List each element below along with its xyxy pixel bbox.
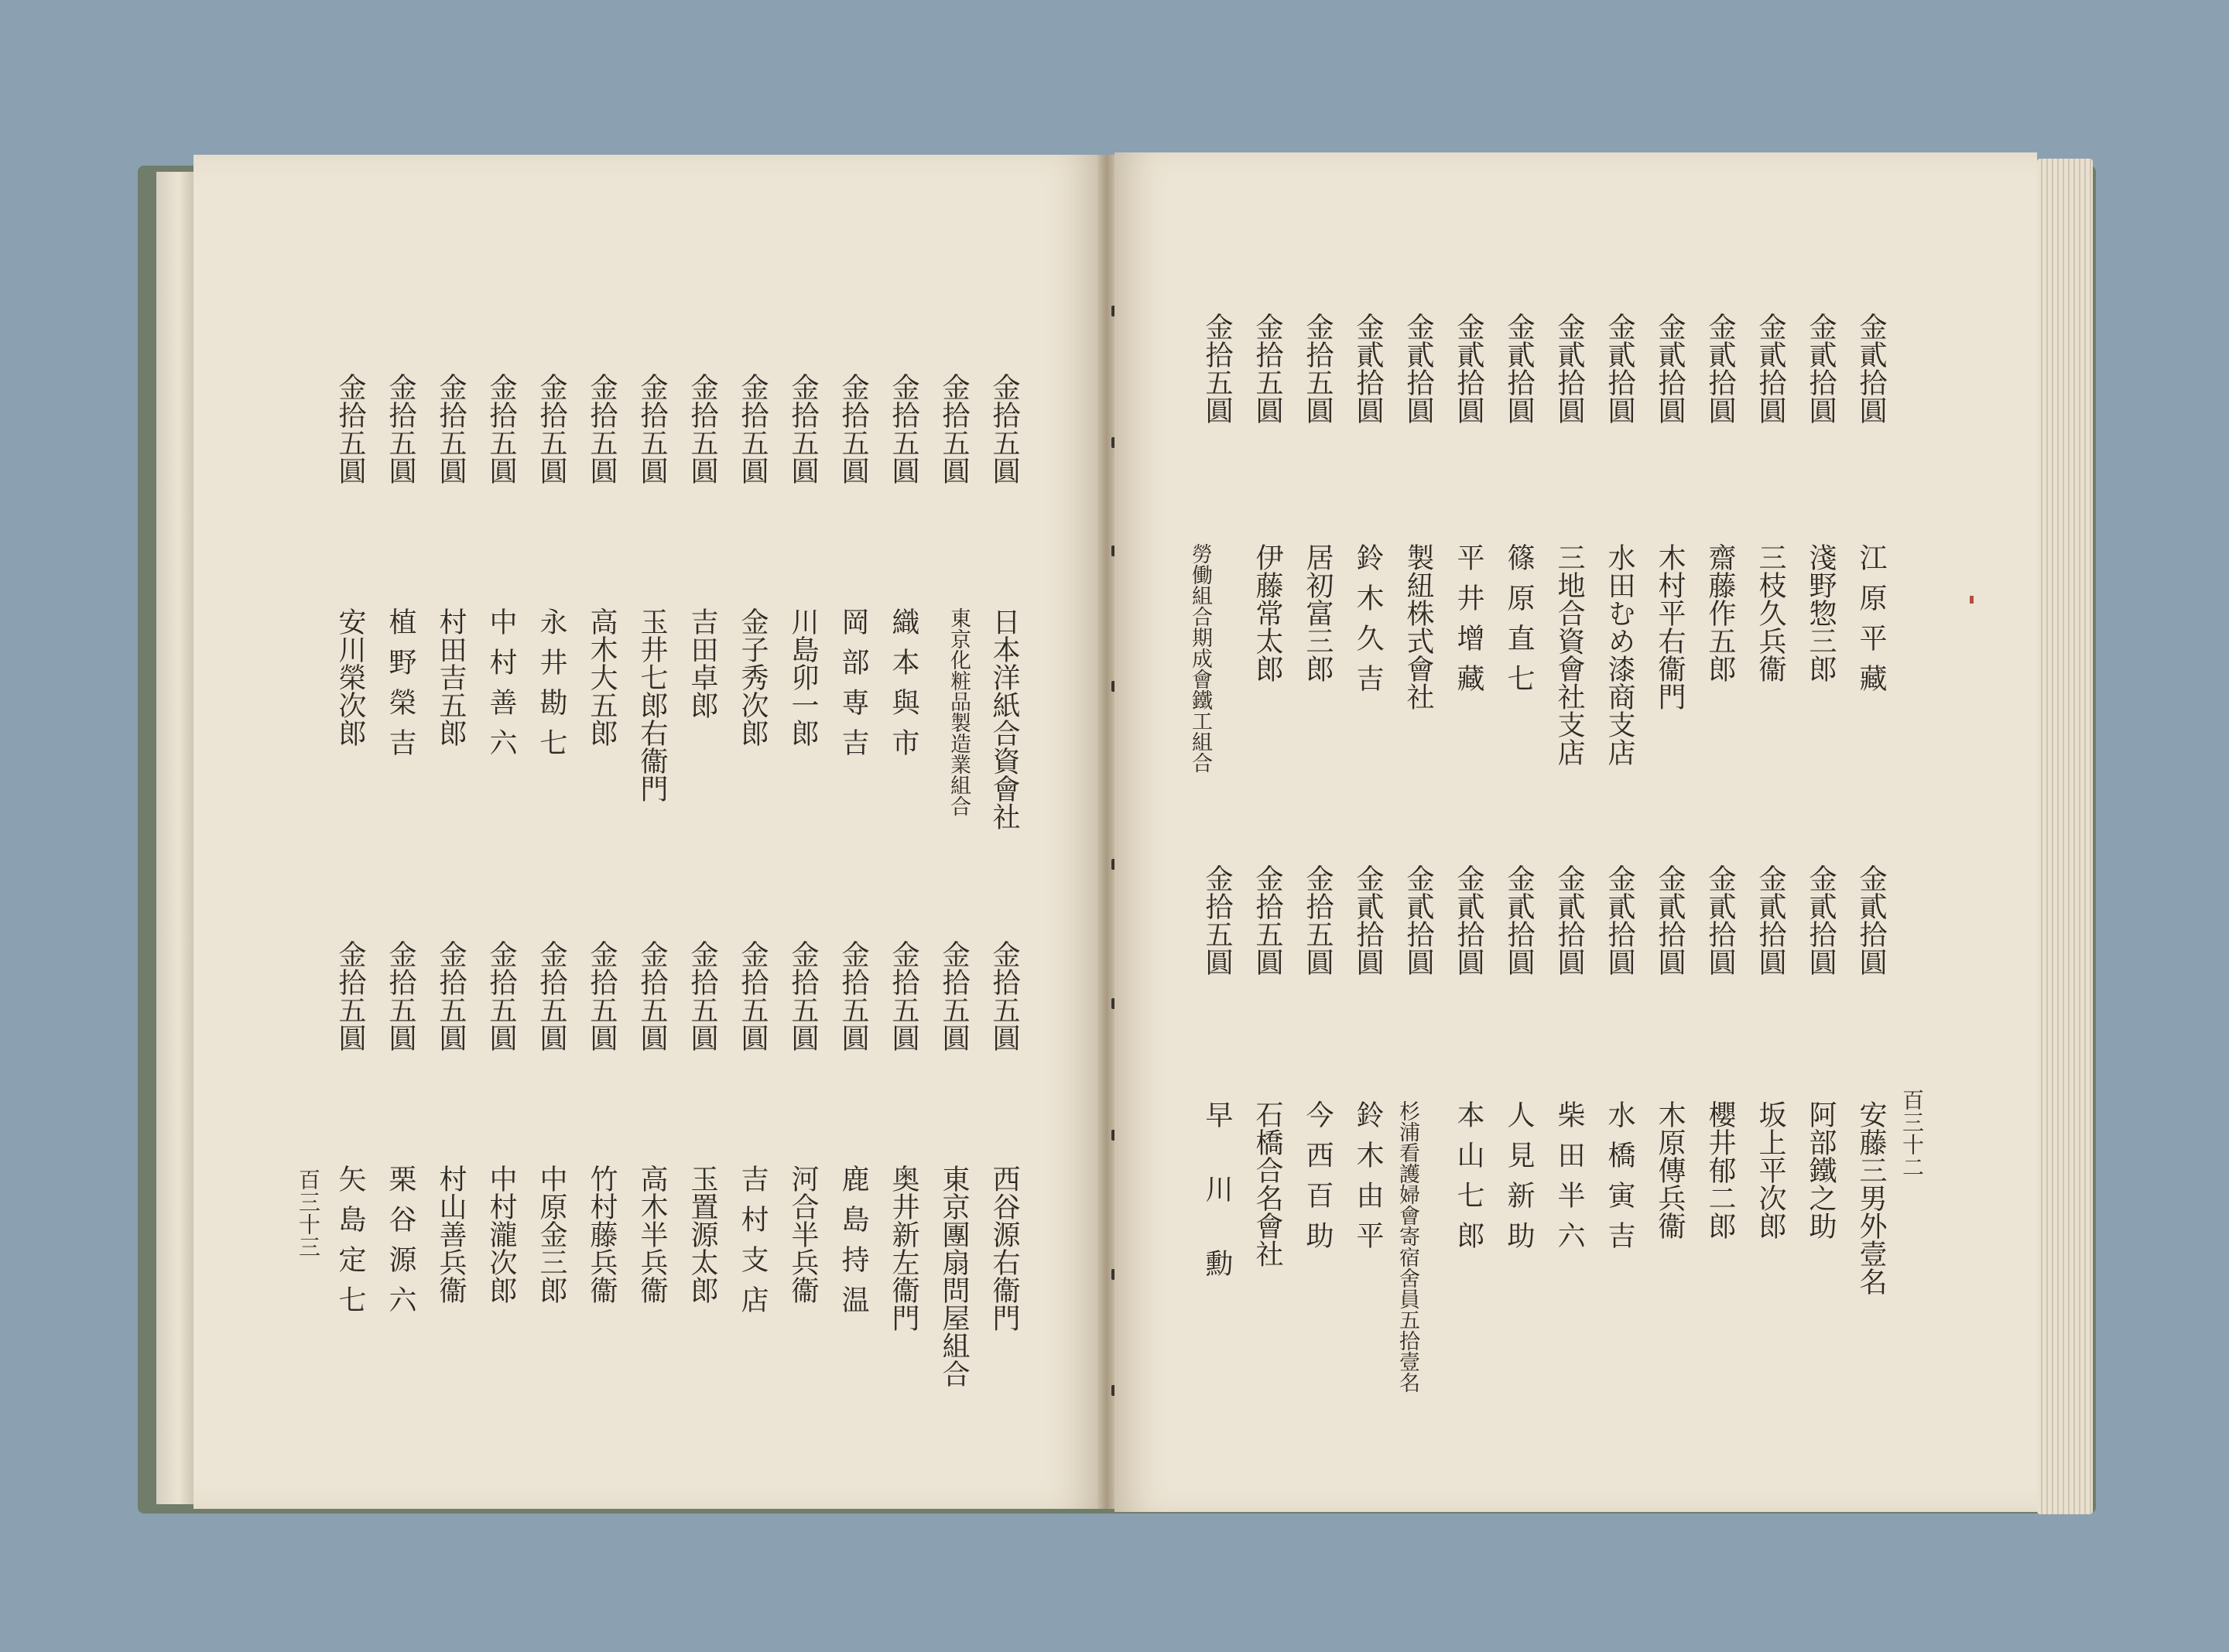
donor-name: 矢島定七	[334, 1165, 366, 1325]
amount-label: 金貳拾圓	[1704, 864, 1736, 976]
amount-label: 金拾五圓	[837, 940, 869, 1052]
donor-name: 中村瀧次郎	[485, 1165, 517, 1304]
donor-name: 岡部専吉	[837, 607, 869, 768]
amount-label: 金拾五圓	[435, 940, 467, 1052]
donor-name: 水橋寅吉	[1604, 1100, 1635, 1261]
donor-name: 柴田半六	[1553, 1100, 1585, 1261]
donor-name: 坂上平次郎	[1755, 1100, 1786, 1240]
donor-name: 東京化粧品製造業組合	[947, 607, 971, 816]
amount-label: 金拾五圓	[1201, 313, 1233, 424]
amount-label: 金拾五圓	[334, 940, 366, 1052]
amount-label: 金貳拾圓	[1654, 313, 1686, 424]
amount-label: 金拾五圓	[485, 940, 517, 1052]
donor-name: 奥井新左衞門	[888, 1165, 919, 1332]
amount-label: 金貳拾圓	[1755, 864, 1786, 976]
donor-name: 今西百助	[1302, 1100, 1334, 1261]
amount-label: 金拾五圓	[687, 940, 718, 1052]
right-page	[1114, 152, 2037, 1512]
page-number: 百三十二	[1899, 1089, 1925, 1178]
donor-name: 櫻井郁二郎	[1704, 1100, 1736, 1240]
donor-name: 安川榮次郎	[334, 607, 366, 747]
donor-name: 竹村藤兵衞	[586, 1165, 618, 1304]
donor-name: 木村平右衞門	[1654, 543, 1686, 710]
donor-name: 植野榮吉	[385, 607, 416, 768]
donor-name: 阿部鐵之助	[1805, 1100, 1837, 1240]
donor-name: 中原金三郎	[536, 1165, 567, 1304]
amount-label: 金貳拾圓	[1604, 313, 1635, 424]
amount-label: 金拾五圓	[1201, 864, 1233, 976]
donor-name: 鈴木由平	[1352, 1100, 1384, 1261]
donor-name: 高木半兵衞	[636, 1165, 668, 1304]
amount-label: 金拾五圓	[938, 940, 970, 1052]
amount-label: 金貳拾圓	[1704, 313, 1736, 424]
amount-label: 金貳拾圓	[1805, 313, 1837, 424]
amount-label: 金貳拾圓	[1654, 864, 1686, 976]
donor-name: 杉浦看護婦會寄宿舍員五拾壹名	[1395, 1100, 1419, 1393]
amount-label: 金拾五圓	[737, 373, 769, 484]
donor-name: 吉田卓郎	[687, 607, 718, 719]
donor-name: 木原傳兵衞	[1654, 1100, 1686, 1240]
book-gutter	[1097, 155, 1116, 1509]
amount-label: 金拾五圓	[787, 373, 819, 484]
amount-label: 金拾五圓	[435, 373, 467, 484]
page-edges-right	[2037, 159, 2093, 1514]
donor-name: 西谷源右衞門	[988, 1165, 1020, 1332]
donor-name: 玉井七郎右衞門	[636, 607, 668, 802]
amount-label: 金貳拾圓	[1503, 313, 1535, 424]
donor-name: 安藤三男外壹名	[1855, 1100, 1887, 1295]
donor-name: 平井增藏	[1453, 543, 1484, 704]
amount-label: 金拾五圓	[938, 373, 970, 484]
donor-name: 早川勳	[1201, 1100, 1233, 1323]
amount-label: 金拾五圓	[1251, 864, 1283, 976]
donor-name: 河合半兵衞	[787, 1165, 819, 1304]
amount-label: 金拾五圓	[586, 373, 618, 484]
red-ink-mark	[1970, 596, 1974, 604]
amount-label: 金拾五圓	[888, 940, 919, 1052]
donor-name: 淺野惣三郎	[1805, 543, 1837, 682]
amount-label: 金拾五圓	[586, 940, 618, 1052]
amount-label: 金貳拾圓	[1553, 313, 1585, 424]
donor-name: 篠原直七	[1503, 543, 1535, 704]
amount-label: 金拾五圓	[687, 373, 718, 484]
amount-label: 金拾五圓	[988, 940, 1020, 1052]
amount-label: 金拾五圓	[636, 373, 668, 484]
amount-label: 金拾五圓	[837, 373, 869, 484]
amount-label: 金拾五圓	[888, 373, 919, 484]
amount-label: 金貳拾圓	[1402, 313, 1434, 424]
amount-label: 金貳拾圓	[1352, 864, 1384, 976]
donor-name: 東京團扇問屋組合	[938, 1165, 970, 1387]
donor-name: 永井勘七	[536, 607, 567, 768]
donor-name: 日本洋紙合資會社	[988, 607, 1020, 830]
amount-label: 金貳拾圓	[1553, 864, 1585, 976]
donor-name: 村田吉五郎	[435, 607, 467, 747]
amount-label: 金貳拾圓	[1855, 864, 1887, 976]
donor-name: 石橋合名會社	[1251, 1100, 1283, 1267]
amount-label: 金拾五圓	[385, 373, 416, 484]
donor-name: 居初富三郎	[1302, 543, 1334, 682]
amount-label: 金拾五圓	[787, 940, 819, 1052]
donor-name: 製紐株式會社	[1402, 543, 1434, 710]
amount-label: 金貳拾圓	[1855, 313, 1887, 424]
amount-label: 金拾五圓	[536, 940, 567, 1052]
donor-name: 吉村支店	[737, 1165, 769, 1325]
donor-name: 中村善六	[485, 607, 517, 768]
donor-name: 江原平藏	[1855, 543, 1887, 704]
donor-name: 三地合資會社支店	[1553, 543, 1585, 766]
donor-name: 玉置源太郎	[687, 1165, 718, 1304]
donor-name: 川島卯一郎	[787, 607, 819, 747]
amount-label: 金拾五圓	[1302, 313, 1334, 424]
amount-label: 金貳拾圓	[1503, 864, 1535, 976]
amount-label: 金拾五圓	[536, 373, 567, 484]
donor-name: 金子秀次郎	[737, 607, 769, 747]
amount-label: 金拾五圓	[737, 940, 769, 1052]
amount-label: 金貳拾圓	[1604, 864, 1635, 976]
amount-label: 金貳拾圓	[1453, 313, 1484, 424]
donor-name: 織本與市	[888, 607, 919, 768]
donor-name: 水田むめ漆商支店	[1604, 543, 1635, 766]
amount-label: 金拾五圓	[636, 940, 668, 1052]
amount-label: 金拾五圓	[1302, 864, 1334, 976]
donor-name: 村山善兵衞	[435, 1165, 467, 1304]
donor-name: 三枝久兵衞	[1755, 543, 1786, 682]
donor-name: 高木大五郎	[586, 607, 618, 747]
donor-name: 鈴木久吉	[1352, 543, 1384, 704]
amount-label: 金拾五圓	[1251, 313, 1283, 424]
amount-label: 金貳拾圓	[1755, 313, 1786, 424]
amount-label: 金拾五圓	[485, 373, 517, 484]
donor-name: 栗谷源六	[385, 1165, 416, 1325]
amount-label: 金貳拾圓	[1402, 864, 1434, 976]
donor-name: 鹿島持温	[837, 1165, 869, 1325]
donor-name: 伊藤常太郎	[1251, 543, 1283, 682]
page-edges-left	[156, 172, 193, 1504]
donor-name: 齋藤作五郎	[1704, 543, 1736, 682]
donor-name: 人見新助	[1503, 1100, 1535, 1261]
amount-label: 金貳拾圓	[1352, 313, 1384, 424]
amount-label: 金貳拾圓	[1805, 864, 1837, 976]
amount-label: 金拾五圓	[385, 940, 416, 1052]
amount-label: 金拾五圓	[334, 373, 366, 484]
donor-name: 勞働組合期成會鐵工組合	[1188, 543, 1212, 773]
left-page	[193, 155, 1099, 1509]
page-number: 百三十三	[296, 1168, 321, 1258]
amount-label: 金貳拾圓	[1453, 864, 1484, 976]
amount-label: 金拾五圓	[988, 373, 1020, 484]
donor-name: 本山七郎	[1453, 1100, 1484, 1261]
